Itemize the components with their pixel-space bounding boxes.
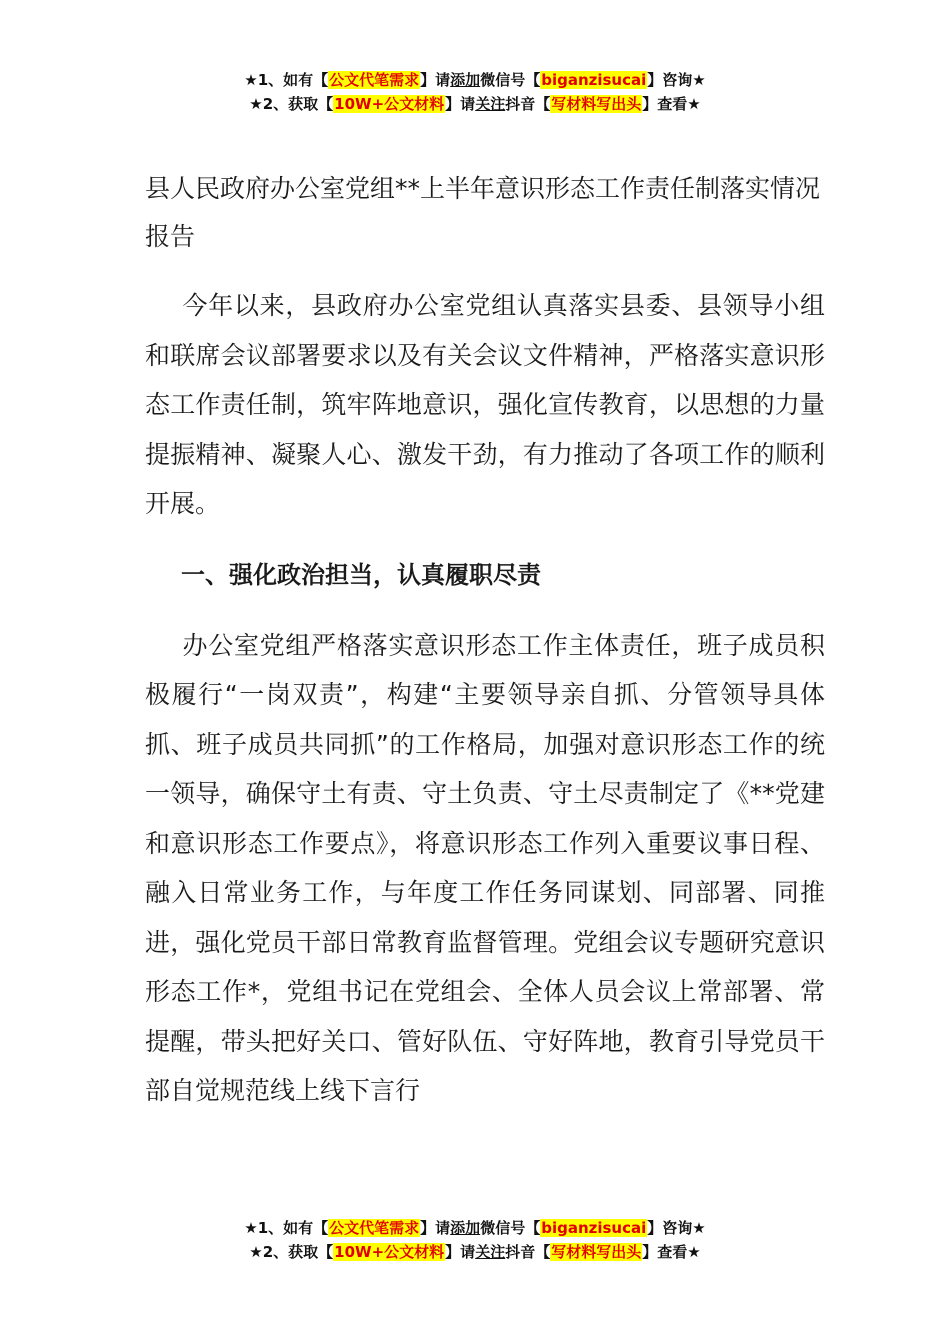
banner-highlight: 公文代笔需求 [329, 1219, 420, 1237]
banner-text: 】请 [445, 95, 476, 113]
banner-text: 1、如有【 [257, 71, 329, 89]
section-paragraph: 办公室党组严格落实意识形态工作主体责任，班子成员积极履行“一岗双责”，构建“主要领导亲自抓、分管领导具体抓、班子成员共同抓”的工作格局，加强对意识形态工作的统一领导，确保守土有责、守土负责、守土尽责制定了《**党建和意识形态工作要点》，将意识形态工作列入重要议事日程、融入日常业务工作，与年度工作任务同谋划、同部署、同推进，强化党员干部日常教育监督管理。党组会议专题研究意识形态工作*，党组书记在党组会、全体人员会议上常部署、常提醒，带头把好关口、管好队伍、守好阵地，教育引导党员干部自觉规范线上线下言行 [145, 630, 825, 1105]
banner-text: 2、获取【 [262, 1243, 334, 1261]
banner-line-1 [0, 68, 950, 92]
banner-text: 】请 [445, 1243, 476, 1261]
banner-underlined: 关注 [475, 1243, 506, 1261]
banner-text: 抖音【 [505, 1243, 551, 1261]
star-icon: ★ [692, 1219, 706, 1237]
banner-highlight: 10W+公文材料 [334, 1243, 445, 1261]
banner-text: 微信号【 [480, 71, 541, 89]
banner-highlight: 公文代笔需求 [329, 71, 420, 89]
banner-text: 1、如有【 [257, 1219, 329, 1237]
banner-douyin-id: 写材料写出头 [551, 1243, 642, 1261]
banner-text: 】咨询 [647, 1219, 693, 1237]
header-banner [0, 68, 950, 116]
star-icon: ★ [244, 1219, 258, 1237]
banner-underlined: 添加 [450, 1219, 481, 1237]
banner-text: 】查看 [642, 95, 688, 113]
banner-wechat-id: biganzisucai [541, 71, 647, 89]
star-icon: ★ [244, 71, 258, 89]
star-icon: ★ [692, 71, 706, 89]
banner-text: 】请 [420, 71, 451, 89]
document-body [145, 165, 825, 1116]
section-heading: 一、强化政治担当，认真履职尽责 [181, 560, 541, 589]
intro-paragraph: 今年以来，县政府办公室党组认真落实县委、县领导小组和联席会议部署要求以及有关会议文件精神，严格落实意识形态工作责任制，筑牢阵地意识，强化宣传教育，以思想的力量提振精神、凝聚人心、激发干劲，有力推动了各项工作的顺利开展。 [145, 291, 825, 518]
banner-text: 】咨询 [647, 71, 693, 89]
star-icon: ★ [249, 95, 263, 113]
banner-text: 】请 [420, 1219, 451, 1237]
banner-text: 】查看 [642, 1243, 688, 1261]
banner-wechat-id: biganzisucai [541, 1219, 647, 1237]
banner-douyin-id: 写材料写出头 [551, 95, 642, 113]
banner-line-1 [0, 1216, 950, 1240]
star-icon: ★ [687, 95, 701, 113]
star-icon: ★ [249, 1243, 263, 1261]
banner-line-2 [0, 1240, 950, 1264]
footer-banner [0, 1216, 950, 1264]
banner-underlined: 添加 [450, 71, 481, 89]
banner-line-2 [0, 92, 950, 116]
banner-underlined: 关注 [475, 95, 506, 113]
banner-text: 微信号【 [480, 1219, 541, 1237]
banner-text: 2、获取【 [262, 95, 334, 113]
document-title: 县人民政府办公室党组**上半年意识形态工作责任制落实情况报告 [145, 174, 821, 251]
banner-text: 抖音【 [505, 95, 551, 113]
banner-highlight: 10W+公文材料 [334, 95, 445, 113]
star-icon: ★ [687, 1243, 701, 1261]
